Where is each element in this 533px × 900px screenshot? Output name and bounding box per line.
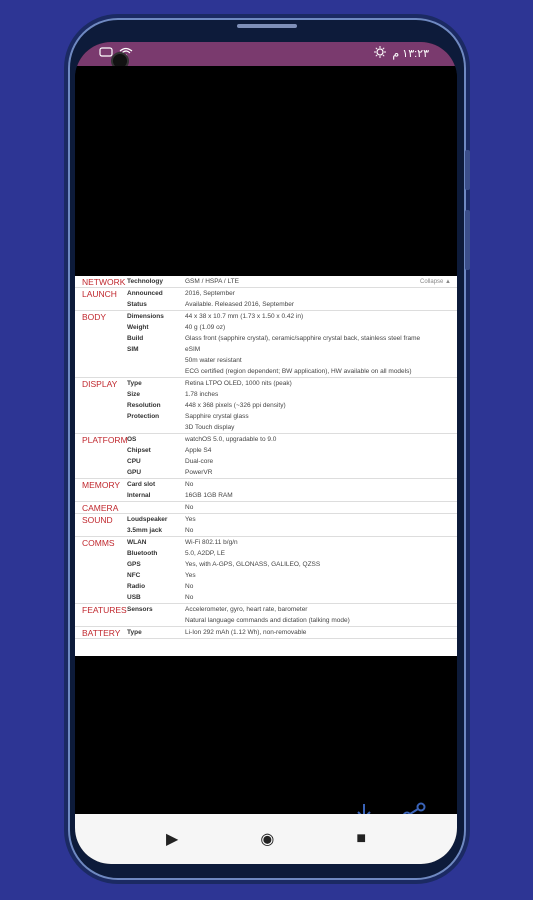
- spec-category: PLATFORM: [82, 435, 128, 445]
- screen: [75, 42, 457, 864]
- spec-value: GSM / HSPA / LTE: [185, 278, 239, 285]
- spec-category: NETWORK: [82, 277, 126, 287]
- spec-value: 448 x 368 pixels (~326 ppi density): [185, 402, 286, 409]
- spec-row: [75, 422, 457, 433]
- status-time: ١٣:٢٣ م: [392, 48, 429, 60]
- spec-key: Type: [127, 380, 142, 387]
- spec-key: Loudspeaker: [127, 516, 168, 523]
- spec-row: [75, 434, 457, 445]
- spec-key: Sensors: [127, 606, 153, 613]
- spec-key: Radio: [127, 583, 146, 590]
- spec-row: [75, 581, 457, 592]
- spec-value: Retina LTPO OLED, 1000 nits (peak): [185, 380, 292, 387]
- spec-row: [75, 389, 457, 400]
- spec-row: [75, 288, 457, 299]
- spec-value: No: [185, 594, 194, 601]
- spec-key: Announced: [127, 290, 163, 297]
- spec-row: [75, 537, 457, 548]
- volume-button: [465, 150, 470, 190]
- spec-key: Build: [127, 335, 144, 342]
- spec-row: [75, 378, 457, 389]
- spec-row: [75, 467, 457, 478]
- spec-key: GPU: [127, 469, 142, 476]
- spec-category: MEMORY: [82, 480, 121, 490]
- spec-value: watchOS 5.0, upgradable to 9.0: [185, 436, 277, 443]
- spec-value: Yes: [185, 572, 196, 579]
- spec-key: USB: [127, 594, 141, 601]
- spec-value: Wi-Fi 802.11 b/g/n: [185, 539, 238, 546]
- spec-value: Yes, with A-GPS, GLONASS, GALILEO, QZSS: [185, 561, 321, 568]
- spec-row: [75, 311, 457, 322]
- spec-value: Li-Ion 292 mAh (1.12 Wh), non-removable: [185, 629, 307, 636]
- spec-category: DISPLAY: [82, 379, 118, 389]
- spec-key: 3.5mm jack: [127, 527, 163, 534]
- spec-row: [75, 479, 457, 490]
- spec-category: BODY: [82, 312, 107, 322]
- spec-row: [75, 456, 457, 467]
- spec-key: Technology: [127, 278, 163, 285]
- spec-row: [75, 559, 457, 570]
- spec-value: No: [185, 527, 194, 534]
- spec-section: [75, 276, 457, 288]
- spec-row: [75, 400, 457, 411]
- spec-value: 44 x 38 x 10.7 mm (1.73 x 1.50 x 0.42 in): [185, 313, 304, 320]
- spec-value: 2016, September: [185, 290, 235, 297]
- spec-key: Type: [127, 629, 142, 636]
- spec-value: Yes: [185, 516, 196, 523]
- power-button: [465, 210, 470, 270]
- spec-key: CPU: [127, 458, 141, 465]
- spec-category: COMMS: [82, 538, 115, 548]
- spec-key: Protection: [127, 413, 160, 420]
- spec-row: [75, 604, 457, 615]
- spec-value: Dual-core: [185, 458, 214, 465]
- spec-key: Chipset: [127, 447, 151, 454]
- spec-value: 50m water resistant: [185, 357, 242, 364]
- spec-row: [75, 570, 457, 581]
- spec-value: PowerVR: [185, 469, 213, 476]
- spec-category: FEATURES: [82, 605, 127, 615]
- spec-value: No: [185, 583, 194, 590]
- spec-key: Size: [127, 391, 141, 398]
- spec-key: Resolution: [127, 402, 161, 409]
- spec-key: Card slot: [127, 481, 156, 488]
- spec-value: No: [185, 481, 194, 488]
- spec-category: SOUND: [82, 515, 113, 525]
- recent-apps-button[interactable]: ■: [356, 830, 366, 847]
- spec-key: SIM: [127, 346, 139, 353]
- spec-value: 40 g (1.09 oz): [185, 324, 226, 331]
- spec-key: OS: [127, 436, 137, 443]
- spec-row: [75, 299, 457, 310]
- spec-row: [75, 344, 457, 355]
- brightness-icon: [374, 46, 386, 61]
- spec-row: [75, 615, 457, 626]
- spec-row: [75, 490, 457, 501]
- spec-value: 1.78 inches: [185, 391, 219, 398]
- expand-link[interactable]: Collapse ▲: [420, 279, 451, 285]
- spec-value: eSIM: [185, 346, 201, 353]
- spec-sheet: [75, 276, 457, 656]
- spec-row: [75, 411, 457, 422]
- spec-category: LAUNCH: [82, 289, 117, 299]
- spec-section: [75, 514, 457, 537]
- spec-row: [75, 333, 457, 344]
- phone-speaker: [237, 24, 297, 28]
- spec-value: 3D Touch display: [185, 424, 235, 431]
- action-area: [75, 656, 457, 812]
- spec-row: [75, 548, 457, 559]
- spec-section: [75, 627, 457, 639]
- spec-row: [75, 627, 457, 638]
- spec-key: GPS: [127, 561, 141, 568]
- spec-key: Bluetooth: [127, 550, 158, 557]
- spec-section: [75, 288, 457, 311]
- media-area: [75, 66, 457, 276]
- spec-row: [75, 276, 457, 287]
- spec-row: [75, 514, 457, 525]
- spec-key: Weight: [127, 324, 149, 331]
- status-right: [374, 46, 429, 61]
- spec-value: Available. Released 2016, September: [185, 301, 295, 308]
- home-button[interactable]: ◉: [260, 831, 275, 848]
- status-bar: [75, 42, 457, 66]
- spec-section: [75, 604, 457, 627]
- spec-section: [75, 502, 457, 514]
- spec-category: BATTERY: [82, 628, 121, 638]
- spec-row: [75, 502, 457, 513]
- spec-value: Accelerometer, gyro, heart rate, barometer: [185, 606, 308, 613]
- spec-section: [75, 537, 457, 604]
- spec-key: WLAN: [127, 539, 147, 546]
- spec-value: No: [185, 504, 194, 511]
- spec-key: NFC: [127, 572, 141, 579]
- spec-key: Dimensions: [127, 313, 164, 320]
- spec-value: 5.0, A2DP, LE: [185, 550, 225, 557]
- spec-row: [75, 592, 457, 603]
- spec-section: [75, 479, 457, 502]
- spec-row: [75, 445, 457, 456]
- spec-section: [75, 311, 457, 378]
- spec-value: Sapphire crystal glass: [185, 413, 249, 420]
- spec-category: CAMERA: [82, 503, 119, 513]
- spec-row: [75, 366, 457, 377]
- spec-section: [75, 434, 457, 479]
- spec-value: 16GB 1GB RAM: [185, 492, 233, 499]
- spec-key: Status: [127, 301, 147, 308]
- spec-key: Internal: [127, 492, 151, 499]
- spec-row: [75, 322, 457, 333]
- nav-bar: [75, 814, 457, 864]
- back-button[interactable]: ▶: [166, 831, 179, 848]
- spec-section: [75, 378, 457, 434]
- spec-value: Apple S4: [185, 447, 212, 454]
- spec-row: [75, 525, 457, 536]
- spec-value: ECG certified (region dependent; BW application), HW available on all models): [185, 368, 412, 375]
- spec-value: Glass front (sapphire crystal), ceramic/sapphire crystal back, stainless steel frame: [185, 335, 421, 342]
- spec-value: Natural language commands and dictation (talking mode): [185, 617, 350, 624]
- spec-row: [75, 355, 457, 366]
